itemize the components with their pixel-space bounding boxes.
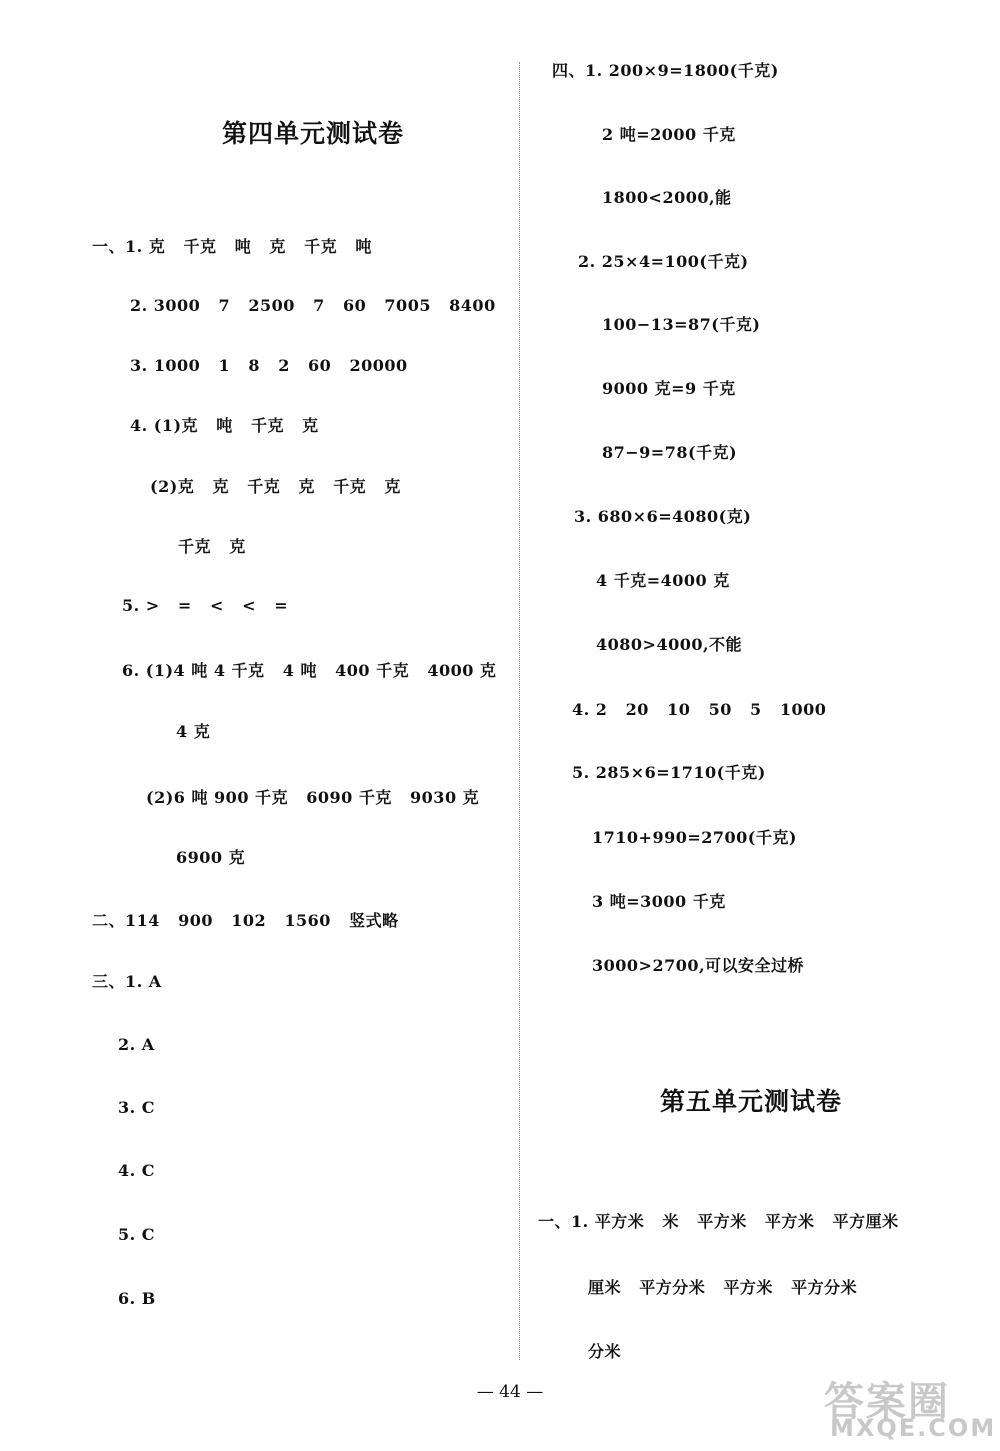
answer-line: 4. (1)克 吨 千克 克 (130, 416, 319, 435)
answer-line: 2. 3000 7 2500 7 60 7005 8400 (130, 296, 496, 315)
answer-line: 5. 285×6=1710(千克) (572, 763, 766, 782)
answer-line: 6900 克 (176, 848, 246, 867)
page-number: — 44 — (476, 1382, 544, 1402)
answer-line: 1710+990=2700(千克) (592, 828, 797, 847)
section-title-unit-4: 第四单元测试卷 (222, 119, 405, 148)
answer-line: 2. 25×4=100(千克) (578, 252, 749, 271)
answer-line: 4. C (118, 1161, 156, 1180)
answer-line: 4080>4000,不能 (596, 635, 743, 654)
answer-line: 分米 (588, 1342, 622, 1361)
section-title-unit-5: 第五单元测试卷 (660, 1087, 843, 1116)
answer-line: 2. A (118, 1035, 155, 1054)
answer-line: 5. C (118, 1225, 156, 1244)
answer-line: 1800<2000,能 (602, 188, 732, 207)
answer-line: 6. (1)4 吨 4 千克 4 吨 400 千克 4000 克 (122, 661, 497, 680)
column-divider (519, 62, 520, 1360)
answer-line: 一、1. 克 千克 吨 克 千克 吨 (92, 237, 372, 256)
answer-line: 6. B (118, 1289, 156, 1308)
watermark-bottom-text: MXQE.COM (830, 1414, 997, 1442)
answer-line: 4 克 (176, 722, 211, 741)
answer-line: 5. > = < < = (122, 596, 289, 615)
answer-line: 4. 2 20 10 50 5 1000 (572, 700, 827, 719)
watermark-top-text: 答案圈 (824, 1379, 950, 1425)
answer-line: (2)克 克 千克 克 千克 克 (150, 477, 401, 496)
answer-line: 3 吨=3000 千克 (592, 892, 726, 911)
answer-line: 3. 680×6=4080(克) (574, 507, 752, 526)
answer-line: 厘米 平方分米 平方米 平方分米 (588, 1278, 858, 1297)
answer-line: 一、1. 平方米 米 平方米 平方米 平方厘米 (538, 1212, 899, 1231)
answer-line: 4 千克=4000 克 (596, 571, 730, 590)
answer-line: 三、1. A (92, 972, 162, 991)
answer-line: 千克 克 (178, 537, 246, 556)
answer-line: 四、1. 200×9=1800(千克) (552, 61, 779, 80)
answer-line: (2)6 吨 900 千克 6090 千克 9030 克 (146, 788, 480, 807)
answer-line: 3. C (118, 1098, 156, 1117)
answer-line: 87−9=78(千克) (602, 443, 738, 462)
answer-line: 9000 克=9 千克 (602, 379, 736, 398)
answer-line: 2 吨=2000 千克 (602, 125, 736, 144)
watermark-logo (820, 1370, 997, 1446)
answer-line: 二、114 900 102 1560 竖式略 (92, 911, 399, 930)
answer-line: 3000>2700,可以安全过桥 (592, 956, 805, 975)
answer-line: 3. 1000 1 8 2 60 20000 (130, 356, 408, 375)
answer-line: 100−13=87(千克) (602, 315, 761, 334)
